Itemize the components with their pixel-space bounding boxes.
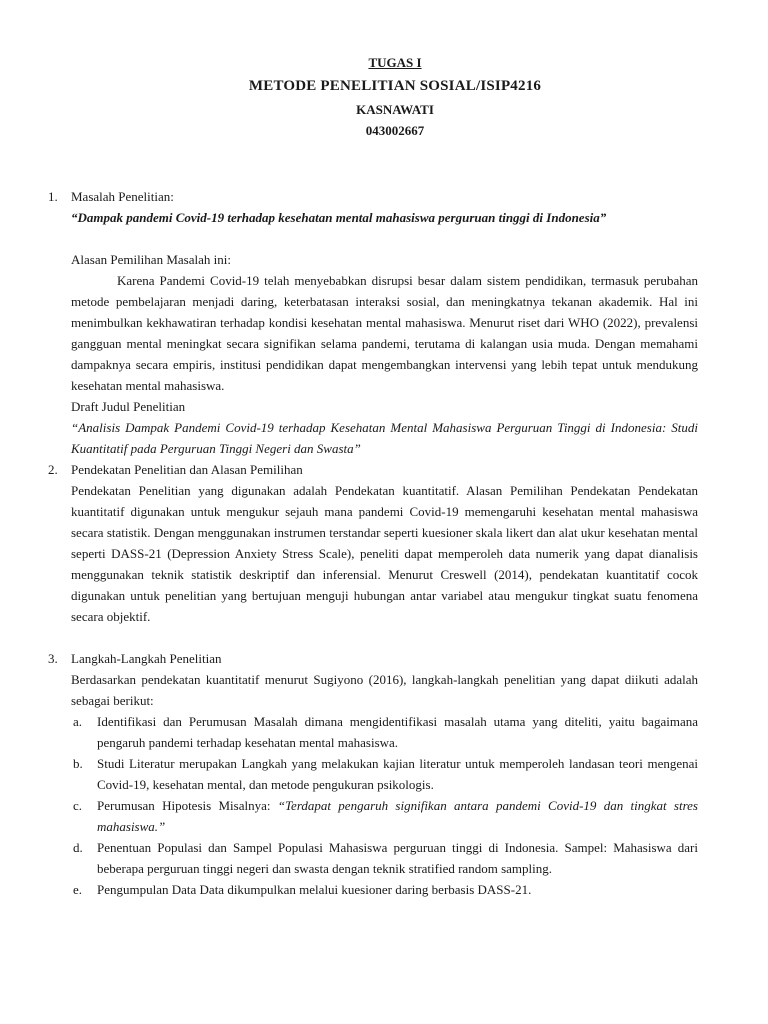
research-problem: “Dampak pandemi Covid-19 terhadap kesehatan mental mahasiswa perguruan tinggi di Indonesia” [71, 210, 607, 225]
section-2-heading: Pendekatan Penelitian dan Alasan Pemilihan [71, 462, 303, 477]
list-item-label: e. [73, 882, 83, 897]
hypothesis-quote: “Terdapat pengaruh signifikan antara pandemi Covid-19 dan tingkat stres mahasiswa.” [97, 798, 698, 834]
list-item-label: a. [73, 714, 83, 729]
section-3-intro: Berdasarkan pendekatan kuantitatif menurut Sugiyono (2016), langkah-langkah penelitian yang dapat diikuti adalah sebagai berikut: [71, 672, 698, 708]
section-2-text: Pendekatan Penelitian yang digunakan adalah Pendekatan kuantitatif. Alasan Pemilihan Pendekatan Pendekatan kuantitatif digunakan untuk mengukur sejauh mana pandemi Covid-19 memengaruhi kesehatan mental mahasiswa secara statistik. Dengan menggunakan instrumen terstandar seperti kuesioner skala likert dan alat ukur kesehatan mental seperti DASS-21 (Depression Anxiety Stress Scale), peneliti dapat memperoleh data numerik yang dapat dianalisis menggunakan teknik statistik deskriptif dan inferensial. Menurut Creswell (2014), pendekatan kuantitatif cocok digunakan untuk penelitian yang bertujuan menguji hubungan antar variabel atau mengukur tingkat suatu fenomena secara objektif. [71, 483, 698, 624]
section-3-number: 3. [48, 651, 58, 666]
section-2 [48, 459, 698, 627]
list-item-label: c. [73, 798, 83, 813]
list-item [71, 795, 698, 837]
list-item [71, 837, 698, 879]
draft-heading: Draft Judul Penelitian [71, 399, 186, 414]
section-3 [48, 648, 698, 900]
list-item-text: Penentuan Populasi dan Sampel Populasi Mahasiswa perguruan tinggi di Indonesia. Sampel: Mahasiswa dari beberapa perguruan tinggi negeri dan swasta dengan teknik stratified random sampling. [97, 840, 698, 876]
hypothesis-lead: Perumusan Hipotesis Misalnya: [97, 798, 278, 813]
section-1-number: 1. [48, 189, 58, 204]
section-1-heading: Masalah Penelitian: [71, 189, 174, 204]
list-item-text: Pengumpulan Data Data dikumpulkan melalui kuesioner daring berbasis DASS-21. [97, 882, 532, 897]
assignment-label: TUGAS I [368, 55, 422, 70]
section-1 [48, 186, 698, 459]
list-item-label: b. [73, 756, 83, 771]
student-id: 043002667 [365, 123, 425, 138]
section-3-heading: Langkah-Langkah Penelitian [71, 651, 222, 666]
list-item-text [97, 795, 698, 837]
list-item [71, 753, 698, 795]
reason-text: Karena Pandemi Covid-19 telah menyebabkan disrupsi besar dalam sistem pendidikan, termasuk perubahan metode pembelajaran menjadi daring, keterbatasan interaksi sosial, dan meningkatnya tekanan akademik. Hal ini menimbulkan kekhawatiran terhadap kondisi kesehatan mental mahasiswa. Menurut riset dari WHO (2022), prevalensi gangguan mental meningkat secara signifikan selama pandemi, terutama di kalangan usia muda. Dengan memahami dampaknya secara empiris, institusi pendidikan dapat mengembangkan intervensi yang lebih tepat untuk mendukung kesehatan mental mahasiswa. [71, 273, 698, 393]
section-2-number: 2. [48, 462, 58, 477]
list-item [71, 711, 698, 753]
list-item-text: Identifikasi dan Perumusan Masalah dimana mengidentifikasi masalah utama yang diteliti, yaitu bagaimana pengaruh pandemi terhadap kesehatan mental mahasiswa. [97, 714, 698, 750]
list-item-text: Studi Literatur merupakan Langkah yang melakukan kajian literatur untuk memperoleh landasan teori mengenai Covid-19, kesehatan mental, dan metode pengukuran psikologis. [97, 756, 698, 792]
draft-title: “Analisis Dampak Pandemi Covid-19 terhadap Kesehatan Mental Mahasiswa Perguruan Tinggi di Indonesia: Studi Kuantitatif pada Perguruan Tinggi Negeri dan Swasta” [71, 420, 698, 456]
document-body [48, 186, 698, 900]
list-item-label: d. [73, 840, 83, 855]
reason-heading: Alasan Pemilihan Masalah ini: [71, 252, 231, 267]
list-item [71, 879, 698, 900]
student-name: KASNAWATI [356, 102, 434, 117]
course-title: METODE PENELITIAN SOSIAL/ISIP4216 [248, 78, 542, 94]
